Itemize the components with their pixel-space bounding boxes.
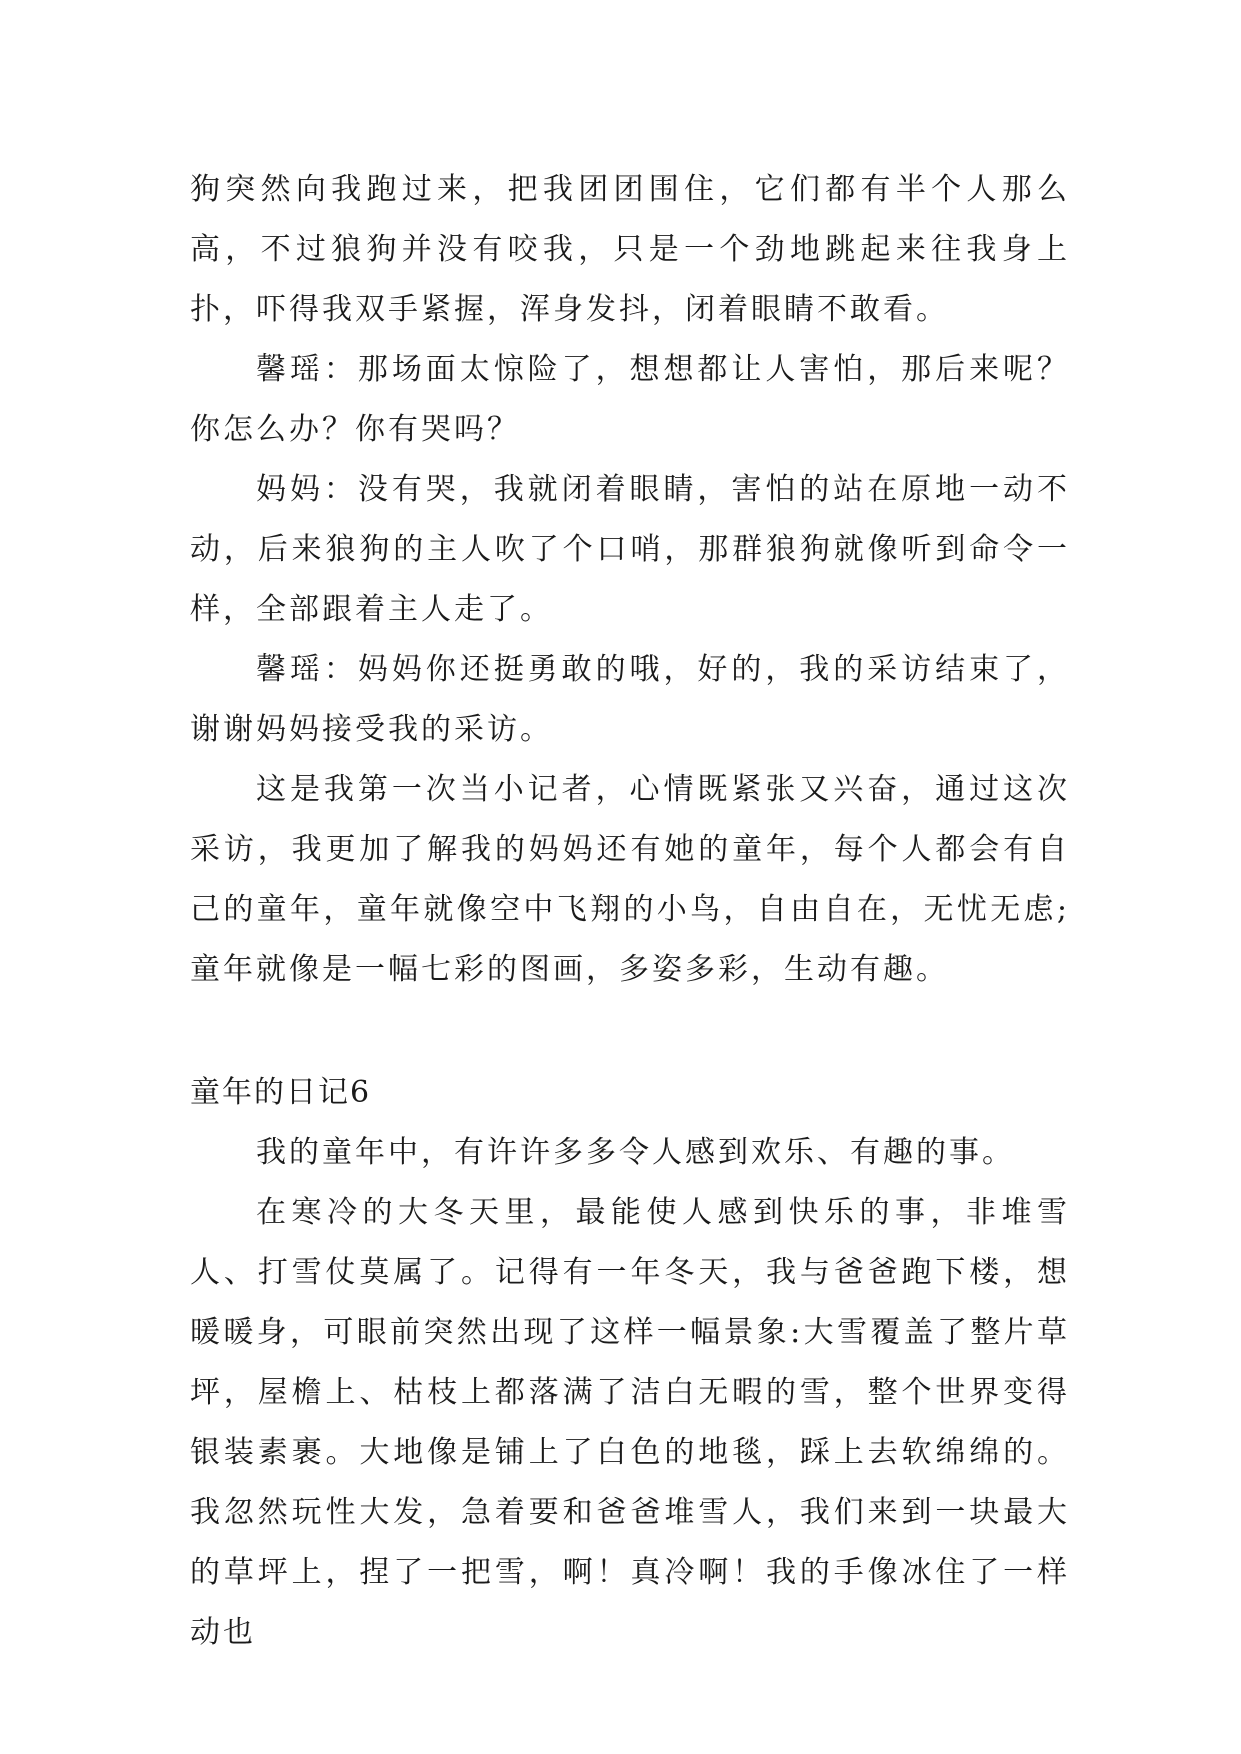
paragraph-continuation: 狗突然向我跑过来，把我团团围住，它们都有半个人那么高，不过狼狗并没有咬我，只是一个劲地跳起来往我身上扑，吓得我双手紧握，浑身发抖，闭着眼睛不敢看。 [190,172,1070,327]
paragraph-winter-story: 在寒冷的大冬天里，最能使人感到快乐的事，非堆雪人、打雪仗莫属了。记得有一年冬天，我与爸爸跑下楼，想暖暖身，可眼前突然出现了这样一幅景象:大雪覆盖了整片草坪，屋檐上、枯枝上都落满了洁白无暇的雪，整个世界变得银装素裹。大地像是铺上了白色的地毯，踩上去软绵绵的。我忽然玩性大发，急着要和爸爸堆雪人，我们来到一块最大的草坪上，捏了一把雪，啊！真冷啊！我的手像冰住了一样动也 [190,1195,1070,1650]
paragraph-reflection: 这是我第一次当小记者，心情既紧张又兴奋，通过这次采访，我更加了解我的妈妈还有她的童年，每个人都会有自己的童年，童年就像空中飞翔的小鸟，自由自在，无忧无虑;童年就像是一幅七彩的图画，多姿多彩，生动有趣。 [190,772,1070,987]
paragraph-mom-answer: 妈妈：没有哭，我就闭着眼睛，害怕的站在原地一动不动，后来狼狗的主人吹了个口哨，那群狼狗就像听到命令一样，全部跟着主人走了。 [190,472,1070,627]
document-body [190,160,1070,1663]
paragraph-xinyao-closing: 馨瑶：妈妈你还挺勇敢的哦，好的，我的采访结束了，谢谢妈妈接受我的采访。 [190,652,1070,747]
paragraph-intro: 我的童年中，有许许多多令人感到欢乐、有趣的事。 [256,1135,1015,1170]
section-title: 童年的日记6 [190,1075,372,1110]
paragraph-xinyao-question: 馨瑶：那场面太惊险了，想想都让人害怕，那后来呢？你怎么办？你有哭吗？ [190,352,1070,447]
